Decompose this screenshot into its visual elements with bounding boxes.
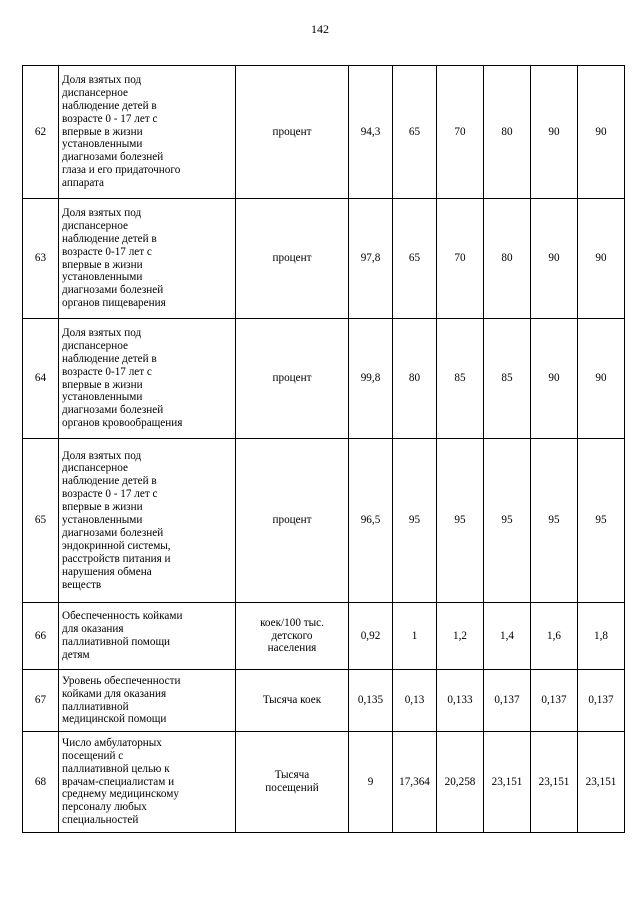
- unit-cell: [236, 670, 349, 732]
- description-line: медицинской помощи: [62, 713, 167, 726]
- description-line: диспансерное: [62, 339, 128, 352]
- value-cell: 0,137: [531, 670, 578, 732]
- description-line: паллиативной: [62, 700, 129, 713]
- table-row: [23, 66, 625, 199]
- description-line: диагнозами болезней: [62, 151, 164, 164]
- description-line: органов кровообращения: [62, 417, 183, 430]
- value-cell: 95: [578, 439, 625, 603]
- value-cell: 80: [393, 319, 437, 439]
- value-cell: 70: [437, 66, 484, 199]
- value-cell: 99,8: [349, 319, 393, 439]
- description-line: детям: [62, 648, 90, 661]
- table-row: [23, 670, 625, 732]
- description-line: Доля взятых под: [62, 326, 142, 339]
- description-line: для оказания: [62, 623, 124, 636]
- value-cell: 80: [484, 66, 531, 199]
- description-line: глаза и его придаточного: [62, 164, 181, 177]
- description-line: специальностей: [62, 814, 139, 827]
- page-number: 142: [311, 22, 329, 36]
- description-line: возрасте 0-17 лет с: [62, 245, 152, 258]
- description-line: врачам-специалистам и: [62, 775, 175, 788]
- row-number-cell: 64: [23, 319, 59, 439]
- description-line: диагнозами болезней: [62, 404, 164, 417]
- description-line: органов пищеварения: [62, 297, 166, 310]
- value-cell: 1,8: [578, 603, 625, 670]
- value-cell: 90: [578, 66, 625, 199]
- description-line: веществ: [62, 578, 102, 591]
- unit-line: процент: [272, 514, 312, 527]
- value-cell: 0,13: [393, 670, 437, 732]
- unit-cell: [236, 439, 349, 603]
- description-line: возрасте 0 - 17 лет с: [62, 488, 158, 501]
- value-cell: 0,135: [349, 670, 393, 732]
- description-line: диспансерное: [62, 219, 128, 232]
- description-line: расстройств питания и: [62, 552, 171, 565]
- description-line: наблюдение детей в: [62, 232, 157, 245]
- value-cell: 90: [531, 199, 578, 319]
- value-cell: 23,151: [531, 732, 578, 833]
- description-line: эндокринной системы,: [62, 539, 171, 552]
- description-line: впервые в жизни: [62, 501, 143, 514]
- value-cell: 95: [437, 439, 484, 603]
- value-cell: 65: [393, 66, 437, 199]
- value-cell: 95: [393, 439, 437, 603]
- description-line: диагнозами болезней: [62, 284, 164, 297]
- value-cell: 0,92: [349, 603, 393, 670]
- row-number-cell: 63: [23, 199, 59, 319]
- unit-cell: [236, 732, 349, 833]
- value-cell: 23,151: [484, 732, 531, 833]
- unit-line: коек/100 тыс.: [260, 616, 324, 629]
- description-line: наблюдение детей в: [62, 475, 157, 488]
- description-line: впервые в жизни: [62, 378, 143, 391]
- unit-cell: [236, 199, 349, 319]
- description-line: установленными: [62, 271, 143, 284]
- table-row: [23, 603, 625, 670]
- unit-line: Тысяча коек: [262, 694, 322, 707]
- value-cell: 0,133: [437, 670, 484, 732]
- value-cell: 1,4: [484, 603, 531, 670]
- description-line: Доля взятых под: [62, 73, 142, 86]
- value-cell: 85: [484, 319, 531, 439]
- description-line: Доля взятых под: [62, 449, 142, 462]
- value-cell: 95: [531, 439, 578, 603]
- value-cell: 65: [393, 199, 437, 319]
- value-cell: 90: [531, 319, 578, 439]
- description-line: диспансерное: [62, 462, 128, 475]
- description-line: Обеспеченность койками: [62, 610, 183, 623]
- table-row: [23, 199, 625, 319]
- description-line: среднему медицинскому: [62, 788, 179, 801]
- row-number-cell: 62: [23, 66, 59, 199]
- unit-line: детского: [271, 629, 313, 642]
- description-line: возрасте 0 - 17 лет с: [62, 112, 158, 125]
- description-line: диспансерное: [62, 86, 128, 99]
- value-cell: 94,3: [349, 66, 393, 199]
- indicator-description-cell: [59, 199, 236, 319]
- value-cell: 90: [578, 319, 625, 439]
- indicator-table: [22, 65, 625, 833]
- unit-cell: [236, 603, 349, 670]
- description-line: паллиативной помощи: [62, 636, 171, 648]
- value-cell: 80: [484, 199, 531, 319]
- value-cell: 85: [437, 319, 484, 439]
- description-line: наблюдение детей в: [62, 99, 157, 112]
- unit-line: Тысяча: [274, 769, 310, 782]
- description-line: установленными: [62, 391, 143, 404]
- description-line: посещений с: [62, 749, 124, 762]
- description-line: установленными: [62, 514, 143, 527]
- table-row: [23, 732, 625, 833]
- row-number-cell: 68: [23, 732, 59, 833]
- value-cell: 9: [349, 732, 393, 833]
- unit-line: посещений: [265, 782, 319, 794]
- value-cell: 1,6: [531, 603, 578, 670]
- table-row: [23, 319, 625, 439]
- indicator-description-cell: [59, 439, 236, 603]
- indicator-description-cell: [59, 319, 236, 439]
- description-line: впервые в жизни: [62, 258, 143, 271]
- value-cell: 95: [484, 439, 531, 603]
- value-cell: 1,2: [437, 603, 484, 670]
- value-cell: 90: [531, 66, 578, 199]
- row-number-cell: 67: [23, 670, 59, 732]
- value-cell: 20,258: [437, 732, 484, 833]
- description-line: койками для оказания: [62, 687, 167, 700]
- description-line: впервые в жизни: [62, 125, 143, 138]
- row-number-cell: 66: [23, 603, 59, 670]
- description-line: аппарата: [62, 177, 105, 190]
- value-cell: 97,8: [349, 199, 393, 319]
- value-cell: 90: [578, 199, 625, 319]
- unit-line: процент: [272, 372, 312, 385]
- description-line: Уровень обеспеченности: [62, 674, 181, 687]
- value-cell: 23,151: [578, 732, 625, 833]
- indicator-description-cell: [59, 670, 236, 732]
- value-cell: 0,137: [578, 670, 625, 732]
- description-line: паллиативной целью к: [62, 762, 170, 775]
- description-line: возрасте 0-17 лет с: [62, 365, 152, 378]
- table-row: [23, 439, 625, 603]
- description-line: установленными: [62, 138, 143, 151]
- indicator-description-cell: [59, 603, 236, 670]
- description-line: персоналу любых: [62, 801, 147, 814]
- value-cell: 96,5: [349, 439, 393, 603]
- unit-line: процент: [272, 252, 312, 265]
- unit-line: населения: [267, 642, 317, 655]
- row-number-cell: 65: [23, 439, 59, 603]
- indicator-description-cell: [59, 66, 236, 199]
- indicator-description-cell: [59, 732, 236, 833]
- value-cell: 0,137: [484, 670, 531, 732]
- value-cell: 70: [437, 199, 484, 319]
- value-cell: 1: [393, 603, 437, 670]
- description-line: наблюдение детей в: [62, 352, 157, 365]
- unit-cell: [236, 319, 349, 439]
- table-body: [23, 66, 625, 833]
- description-line: диагнозами болезней: [62, 526, 164, 539]
- unit-line: процент: [272, 125, 312, 138]
- description-line: Доля взятых под: [62, 206, 142, 219]
- description-line: нарушения обмена: [62, 565, 152, 578]
- value-cell: 17,364: [393, 732, 437, 833]
- unit-cell: [236, 66, 349, 199]
- description-line: Число амбулаторных: [62, 736, 162, 749]
